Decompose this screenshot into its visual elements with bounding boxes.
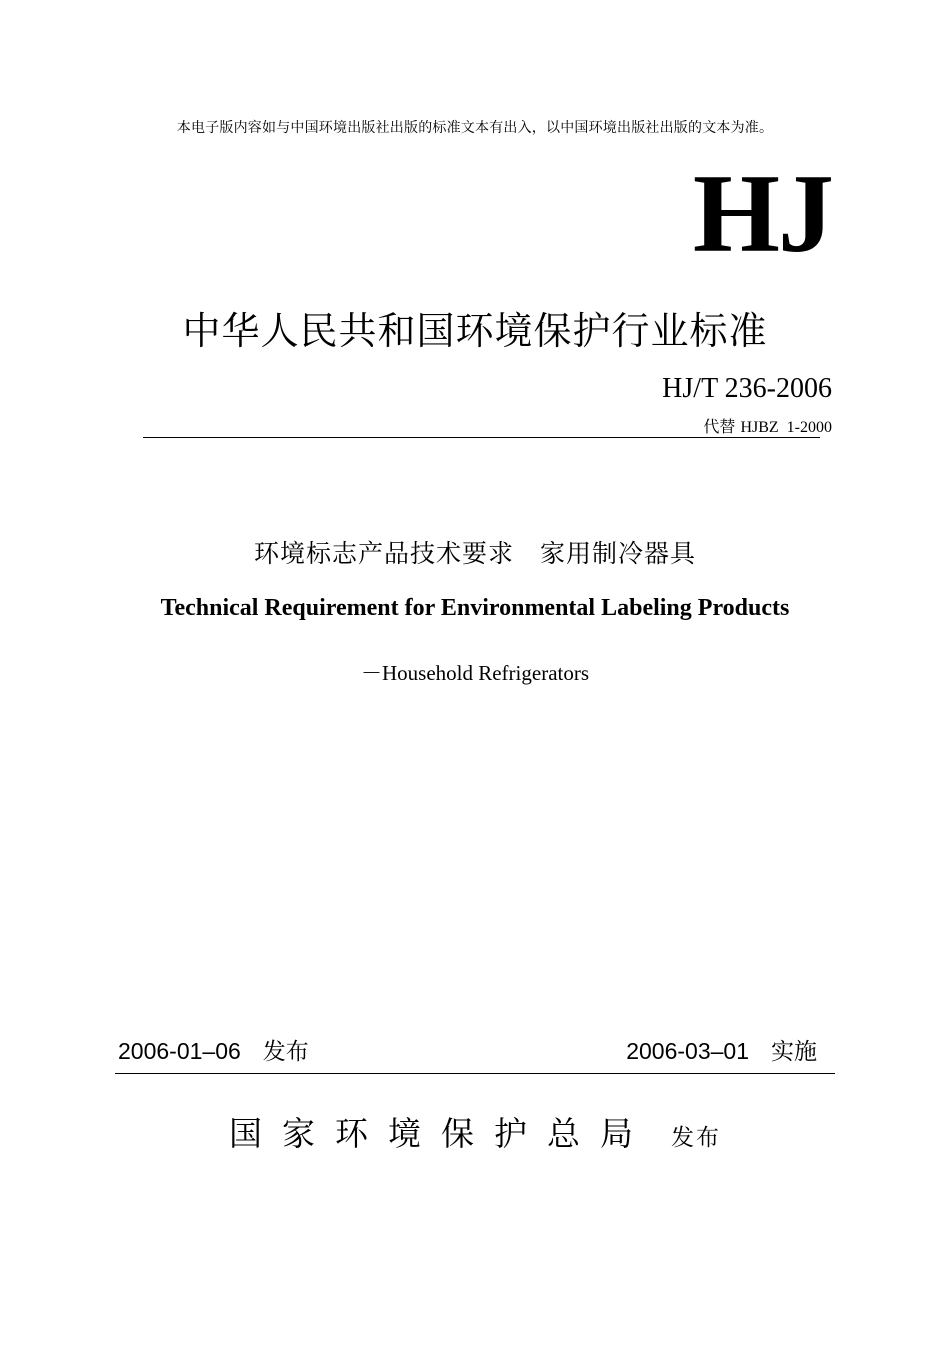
implement-date: 2006-03–01 <box>626 1038 749 1064</box>
bottom-divider <box>115 1073 835 1074</box>
top-divider <box>143 437 820 438</box>
replaces-line <box>703 414 832 437</box>
disclaimer-note: 本电子版内容如与中国环境出版社出版的标准文本有出入，以中国环境出版社出版的文本为准。 <box>176 120 774 136</box>
implement-date-line <box>626 1033 817 1066</box>
implement-label: 实施 <box>771 1039 817 1065</box>
standard-number: HJ/T 236-2006 <box>662 373 832 404</box>
issue-label: 发布 <box>262 1039 309 1065</box>
issue-date-line <box>118 1033 309 1066</box>
standard-category-title: 中华人民共和国环境保护行业标准 <box>182 309 768 353</box>
hj-logo: HJ <box>692 152 832 276</box>
chinese-title: 环境标志产品技术要求 家用制冷器具 <box>253 539 696 568</box>
issue-date: 2006-01–06 <box>118 1038 241 1064</box>
publisher-line <box>0 1108 950 1155</box>
replaces-label: 代替 <box>703 417 736 436</box>
replaces-code: HJBZ 1-2000 <box>740 419 832 436</box>
publisher-action: 发布 <box>671 1125 721 1151</box>
publisher-name: 国家环境保护总局 <box>229 1114 653 1153</box>
english-title: Technical Requirement for Environmental Labeling Products <box>160 595 790 621</box>
english-subtitle: －Household Refrigerators <box>360 661 590 685</box>
